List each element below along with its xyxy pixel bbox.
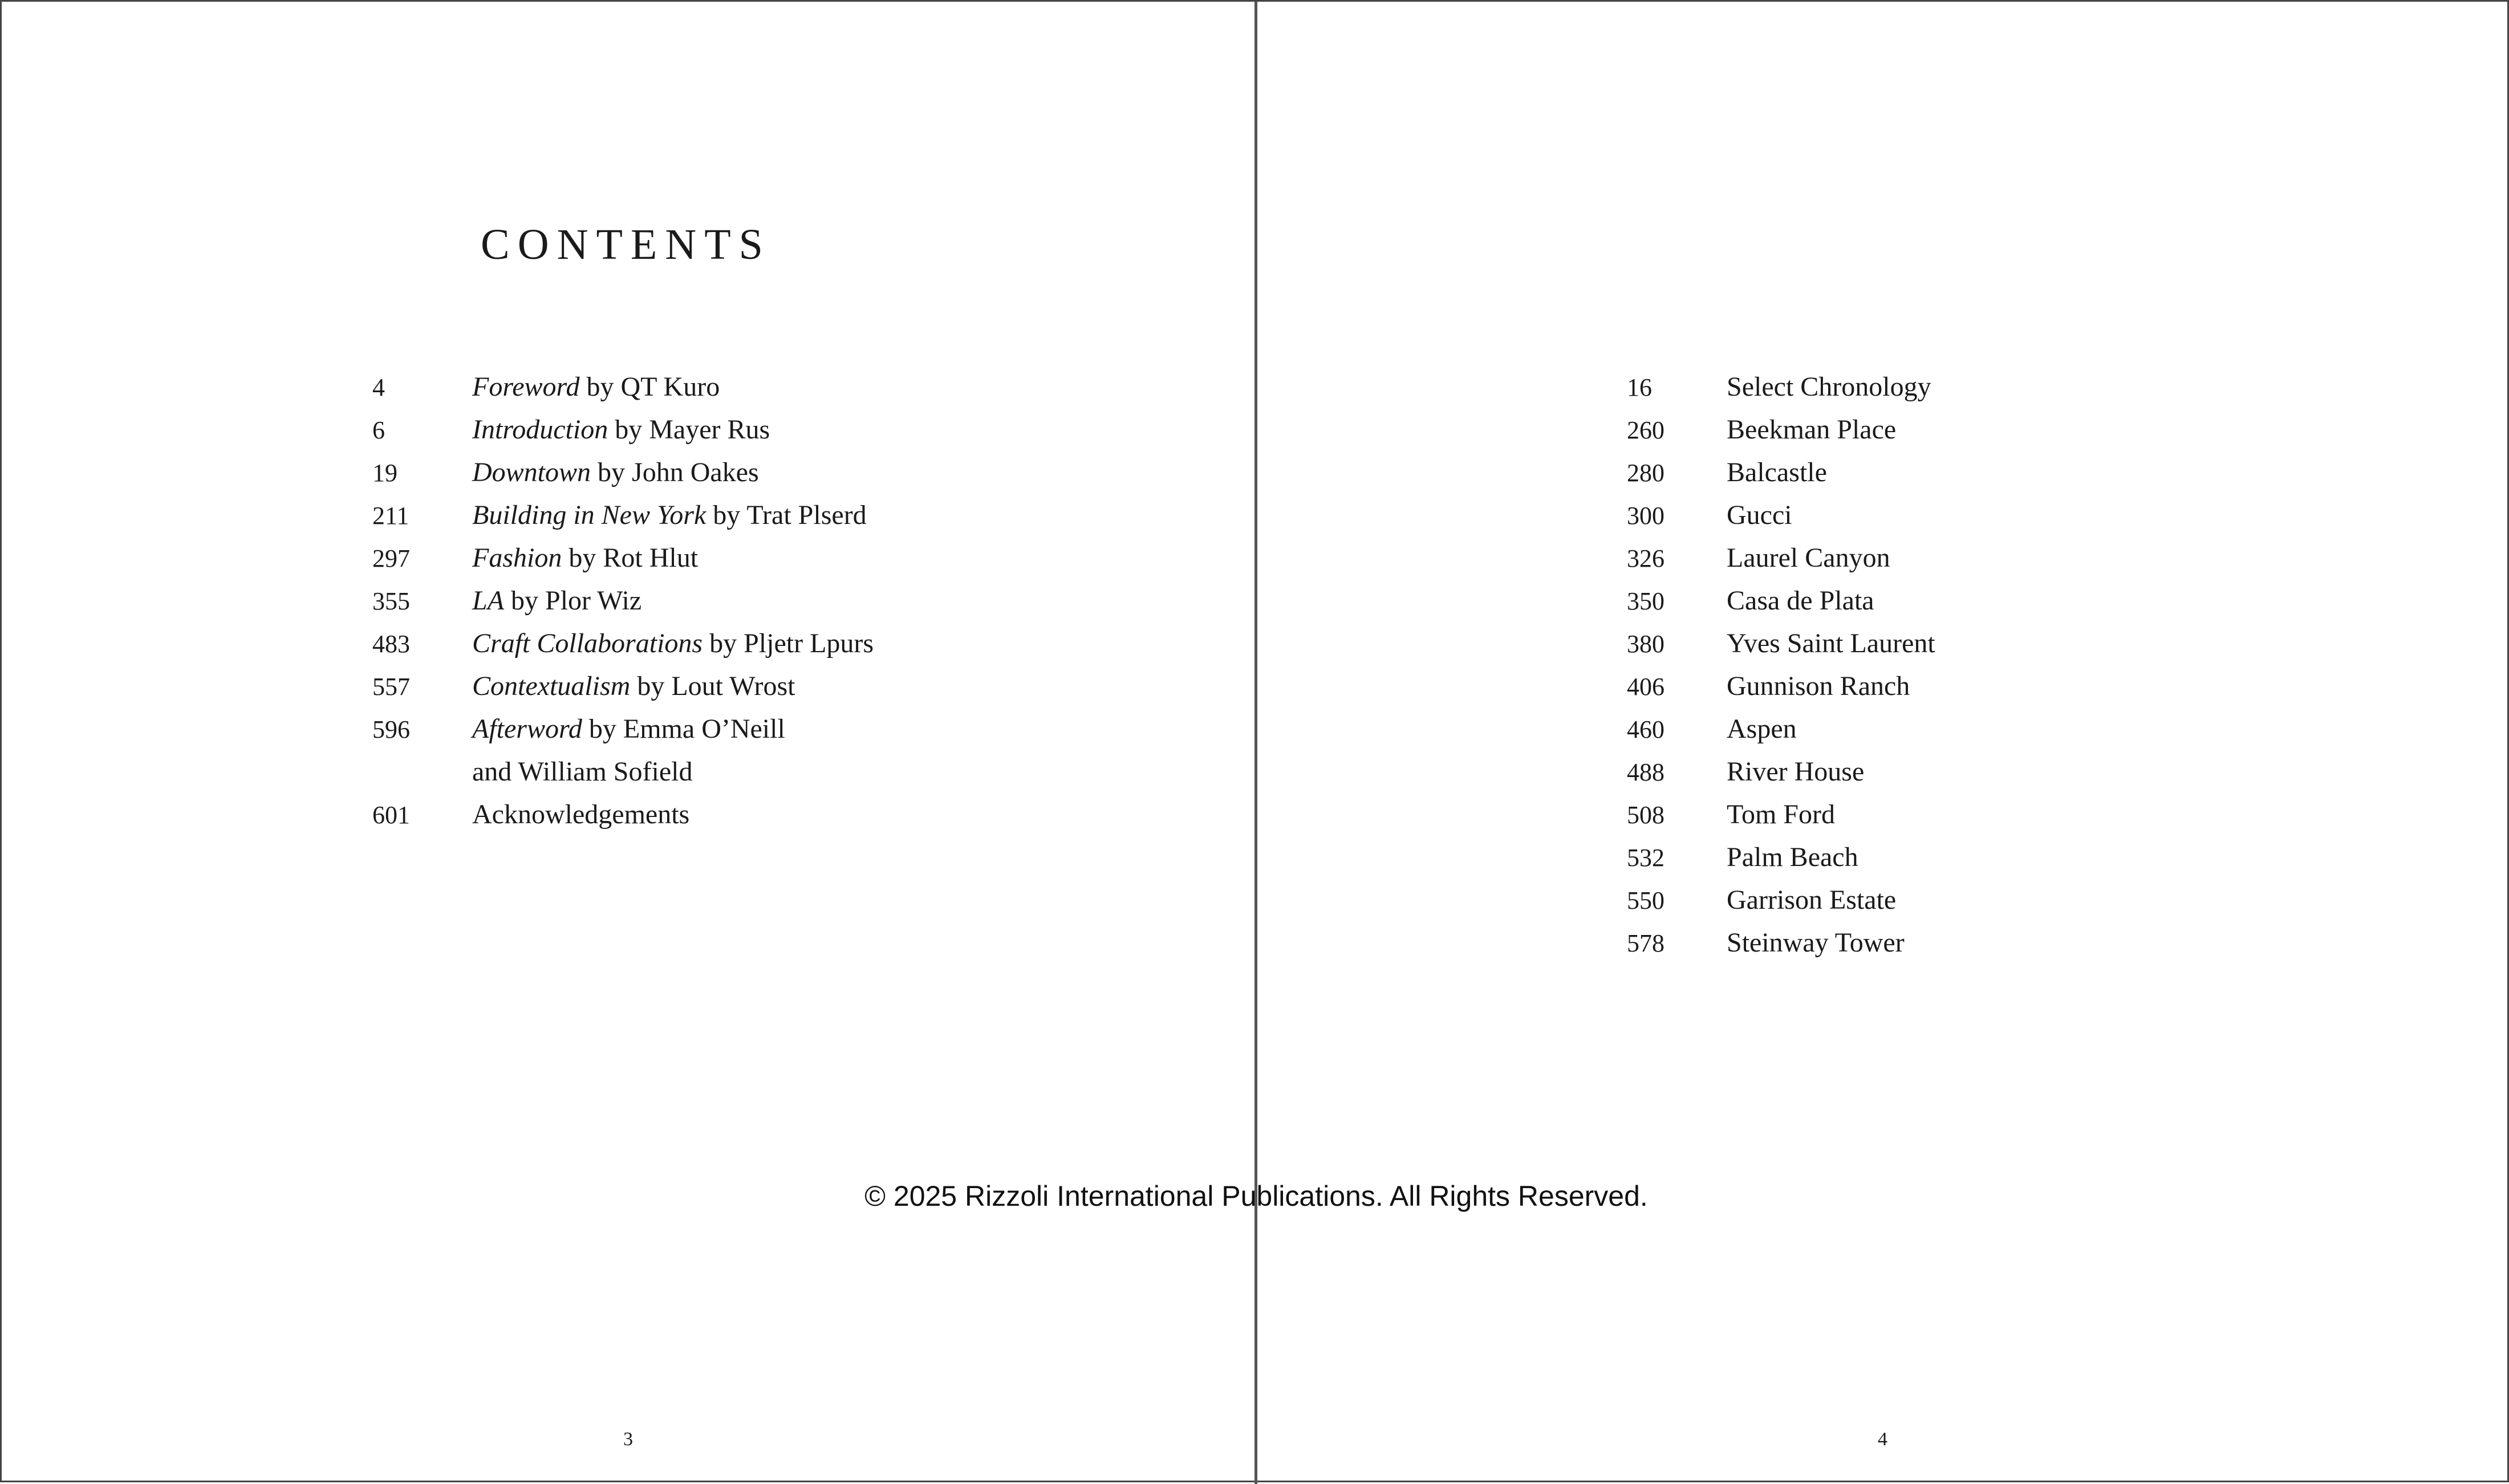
toc-page-number: 460 xyxy=(1627,715,1664,743)
toc-entry xyxy=(1627,451,1935,494)
toc-essay-title: Foreword xyxy=(472,372,580,402)
toc-entry xyxy=(1627,494,1935,536)
page-title: CONTENTS xyxy=(481,221,771,269)
toc-entry xyxy=(372,451,874,494)
toc-page-number: 532 xyxy=(1627,844,1664,872)
toc-author: by Emma O’Neill xyxy=(582,714,785,744)
toc-essay-title: Downtown xyxy=(472,457,591,487)
copyright-watermark: © 2025 Rizzoli International Publications. All Rights Reserved. xyxy=(864,1180,1648,1212)
toc-page-number: 488 xyxy=(1627,758,1664,786)
toc-entry xyxy=(372,408,874,451)
toc-entry xyxy=(1627,793,1935,836)
toc-entry xyxy=(372,793,874,836)
folio-right: 4 xyxy=(1878,1429,1887,1450)
toc-entry xyxy=(1627,836,1935,879)
toc-author: and William Sofield xyxy=(472,757,693,787)
toc-entry xyxy=(372,622,874,665)
left-page xyxy=(2,2,1255,1484)
toc-entry xyxy=(1627,536,1935,579)
toc-entry xyxy=(372,708,874,750)
toc-author: by Rot Hlut xyxy=(562,543,699,573)
toc-author: by John Oakes xyxy=(591,457,759,487)
toc-section-title: Acknowledgements xyxy=(472,799,690,830)
toc-entry xyxy=(1627,408,1935,451)
toc-project-title: Select Chronology xyxy=(1727,372,1931,402)
toc-essay-title: Fashion xyxy=(472,543,562,573)
toc-entry xyxy=(1627,879,1935,921)
toc-project-title: Garrison Estate xyxy=(1727,885,1897,915)
toc-page-number: 260 xyxy=(1627,416,1664,444)
toc-entry xyxy=(372,579,874,622)
toc-page-number: 550 xyxy=(1627,887,1664,914)
toc-page-number: 4 xyxy=(372,373,385,401)
toc-project-title: River House xyxy=(1727,757,1865,787)
toc-project-title: Beekman Place xyxy=(1727,414,1897,445)
toc-page-number: 380 xyxy=(1627,630,1664,658)
toc-entry xyxy=(1627,665,1935,708)
toc-page-number: 19 xyxy=(372,459,397,487)
toc-list-right xyxy=(1627,365,1935,964)
toc-essay-title: Contextualism xyxy=(472,671,631,701)
folio-left: 3 xyxy=(623,1429,633,1450)
toc-page-number: 280 xyxy=(1627,459,1664,487)
toc-project-title: Aspen xyxy=(1727,714,1797,744)
toc-page-number: 406 xyxy=(1627,673,1664,701)
toc-author: by Plor Wiz xyxy=(504,586,642,616)
toc-entry xyxy=(372,665,874,708)
toc-project-title: Casa de Plata xyxy=(1727,586,1874,616)
toc-entry xyxy=(1627,750,1935,793)
toc-essay-title: Afterword xyxy=(472,714,582,744)
toc-project-title: Yves Saint Laurent xyxy=(1727,628,1935,658)
toc-entry-continuation xyxy=(372,750,874,793)
toc-essay-title: Building in New York xyxy=(472,500,707,530)
toc-entry xyxy=(1627,365,1935,408)
toc-entry xyxy=(1627,708,1935,750)
toc-project-title: Steinway Tower xyxy=(1727,928,1905,958)
toc-author: by QT Kuro xyxy=(579,372,720,402)
toc-project-title: Gunnison Ranch xyxy=(1727,671,1910,701)
toc-project-title: Laurel Canyon xyxy=(1727,543,1890,573)
toc-page-number: 557 xyxy=(372,673,410,701)
toc-page-number: 596 xyxy=(372,715,410,743)
toc-entry xyxy=(372,494,874,536)
toc-author: by Mayer Rus xyxy=(608,414,770,445)
toc-entry xyxy=(1627,579,1935,622)
toc-author: by Lout Wrost xyxy=(630,671,795,701)
toc-page-number: 326 xyxy=(1627,544,1664,572)
toc-author: by Trat Plserd xyxy=(706,500,867,530)
toc-entry xyxy=(372,536,874,579)
toc-entry xyxy=(1627,622,1935,665)
toc-essay-title: Introduction xyxy=(472,414,608,445)
toc-essay-title: LA xyxy=(472,586,505,616)
toc-author: by Pljetr Lpurs xyxy=(703,628,874,658)
toc-page-number: 508 xyxy=(1627,801,1664,829)
toc-project-title: Balcastle xyxy=(1727,457,1827,487)
toc-page-number: 6 xyxy=(372,416,385,444)
toc-page-number: 350 xyxy=(1627,587,1664,615)
toc-page-number: 297 xyxy=(372,544,410,572)
toc-page-number: 16 xyxy=(1627,373,1652,401)
toc-list-left xyxy=(372,365,874,836)
toc-project-title: Palm Beach xyxy=(1727,842,1858,872)
toc-entry xyxy=(372,365,874,408)
toc-page-number: 355 xyxy=(372,587,410,615)
toc-entry xyxy=(1627,921,1935,964)
toc-page-number: 483 xyxy=(372,630,410,658)
toc-page-number: 578 xyxy=(1627,929,1664,957)
toc-project-title: Tom Ford xyxy=(1727,799,1835,830)
toc-project-title: Gucci xyxy=(1727,500,1792,530)
toc-page-number: 601 xyxy=(372,801,410,829)
toc-page-number: 300 xyxy=(1627,502,1664,530)
toc-essay-title: Craft Collaborations xyxy=(472,628,703,658)
toc-page-number: 211 xyxy=(372,502,409,530)
